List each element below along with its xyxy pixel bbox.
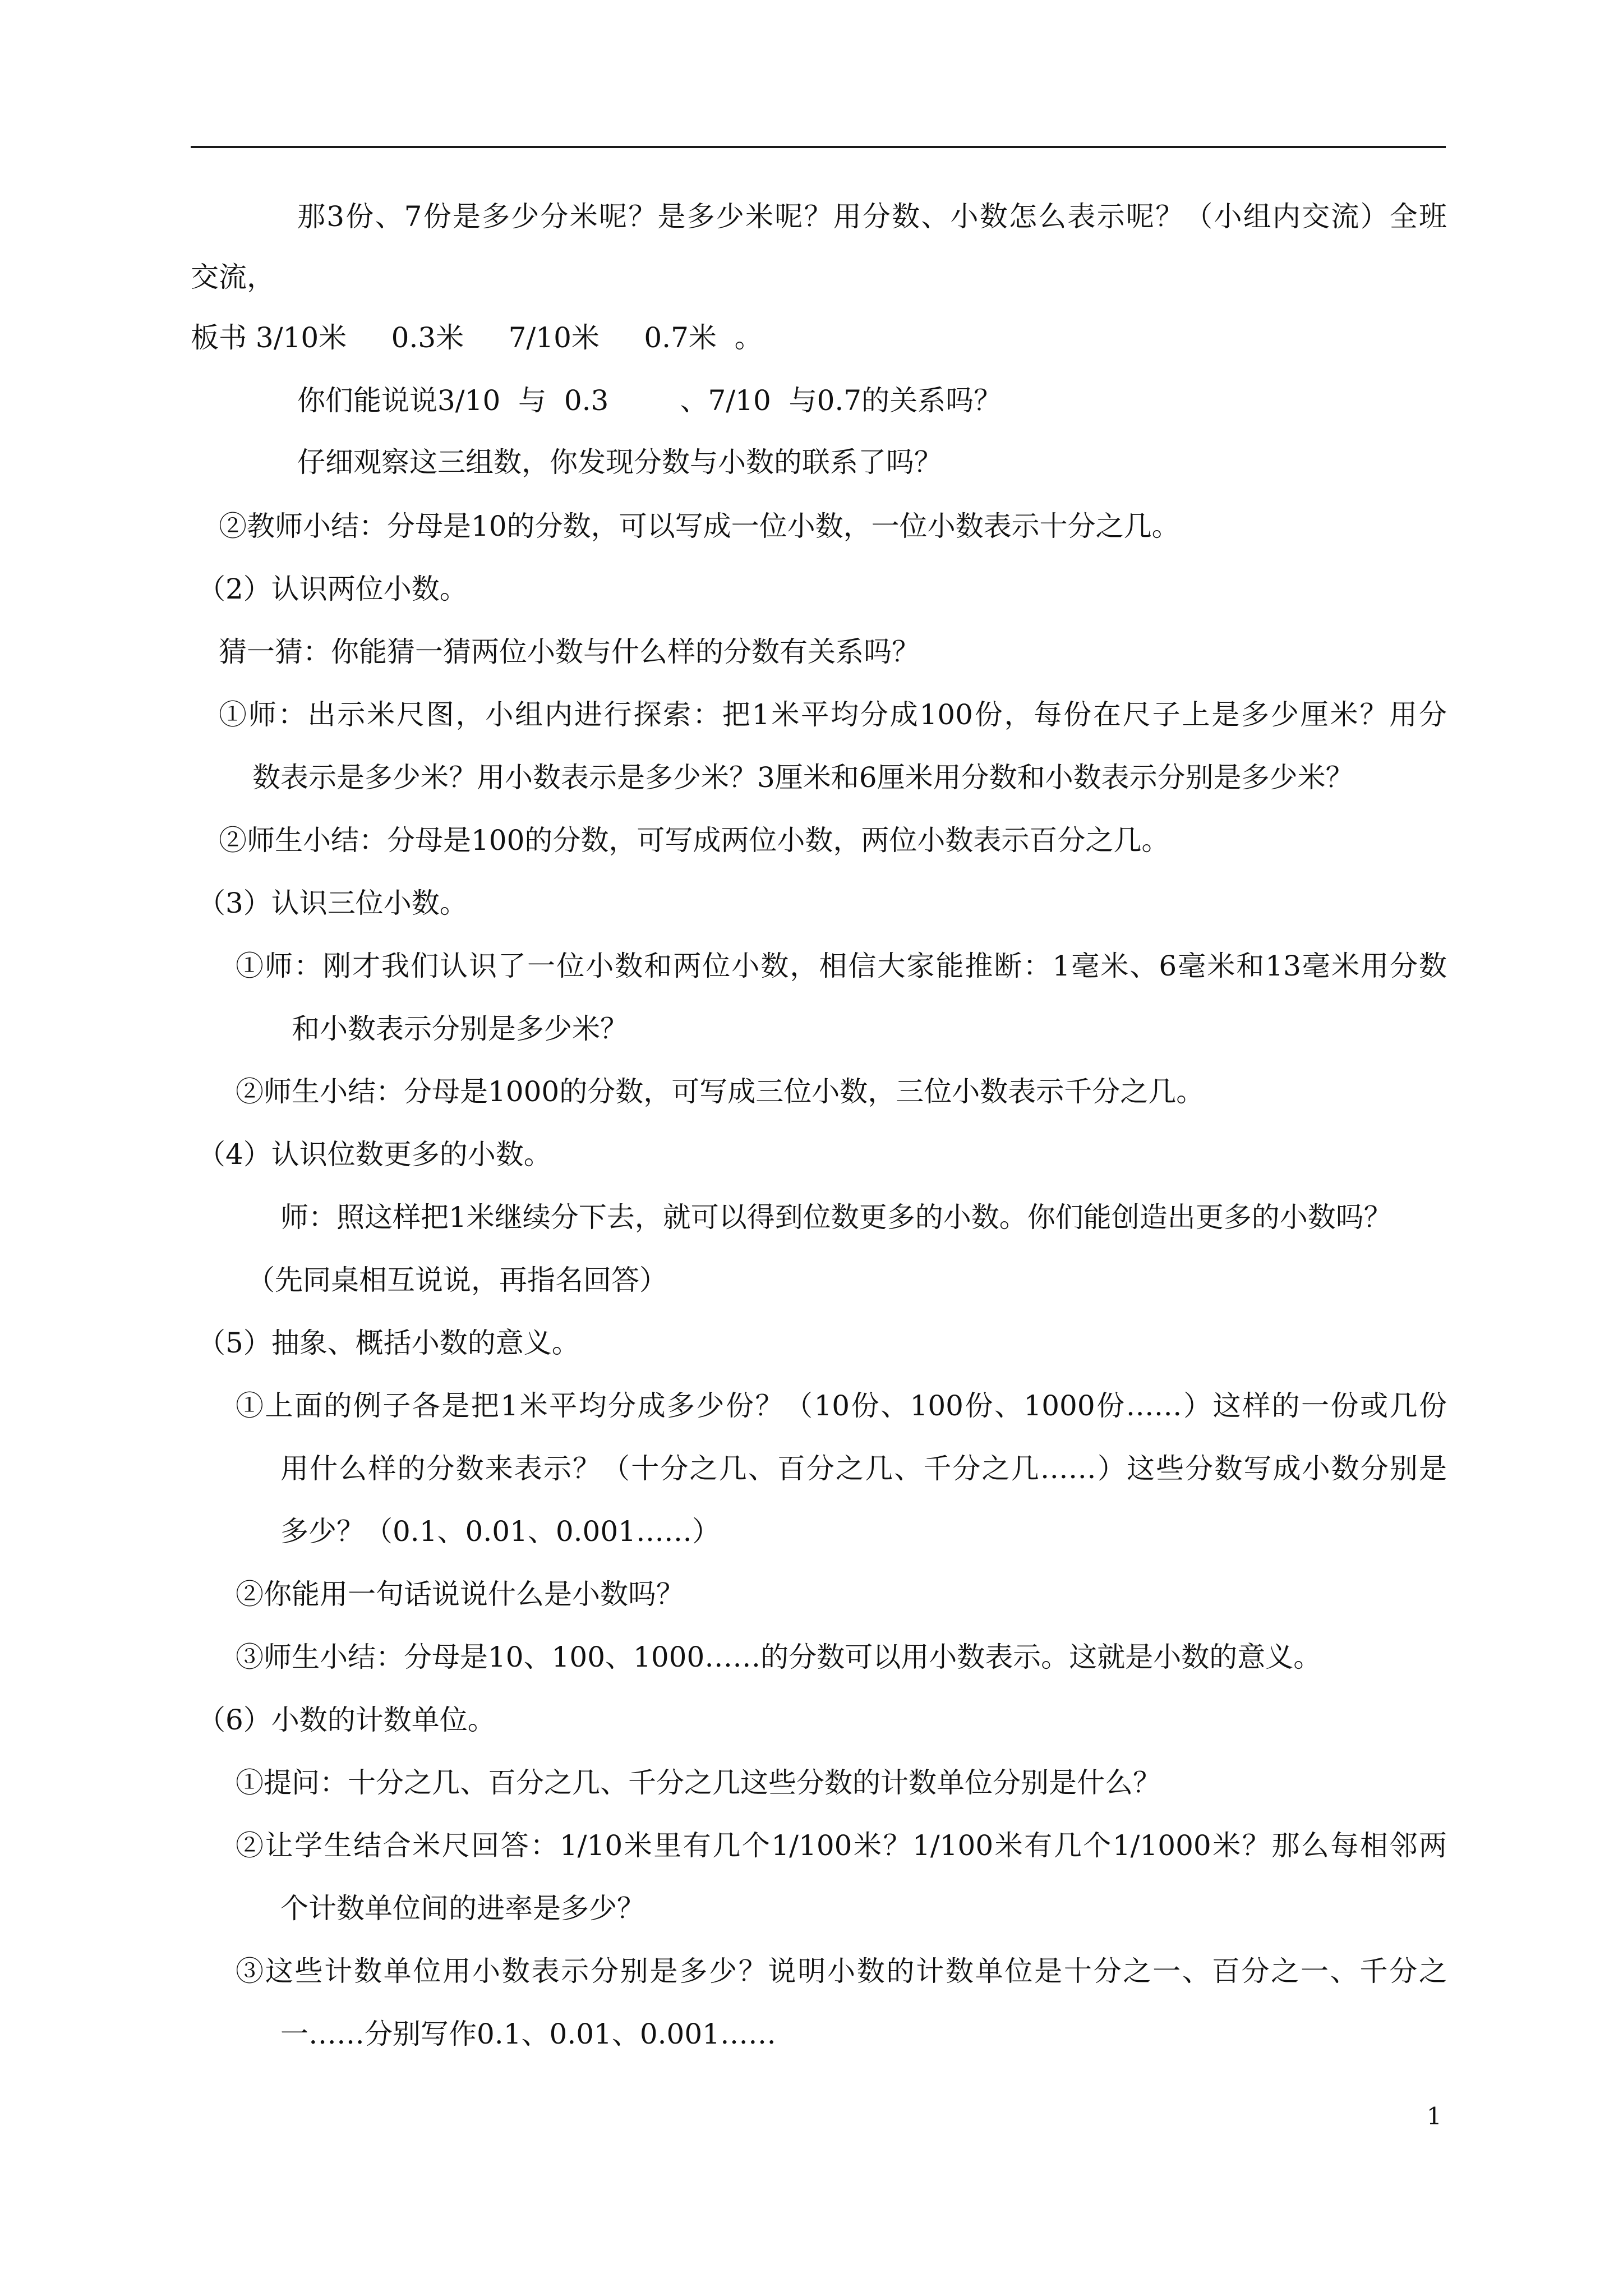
text-line: 板书 3/10米 0.3米 7/10米 0.7米 。 (191, 321, 763, 354)
text-line: ②让学生结合米尺回答：1/10米里有几个1/100米？1/100米有几个1/1000米？那么每相邻两 (236, 1829, 1447, 1862)
section-heading: （6）小数的计数单位。 (197, 1704, 496, 1736)
text-line: 数表示是多少米？用小数表示是多少米？3厘米和6厘米用分数和小数表示分别是多少米？ (252, 761, 1354, 794)
text-line: 你们能说说3/10 与 0.3 、7/10 与0.7的关系吗？ (297, 384, 1002, 417)
text-line: 交流， (191, 261, 275, 293)
text-line: 师：照这样把1米继续分下去，就可以得到位数更多的小数。你们能创造出更多的小数吗？ (280, 1201, 1392, 1234)
page-number: 1 (1427, 2102, 1442, 2130)
section-heading: （2）认识两位小数。 (197, 573, 468, 605)
text-line: ②教师小结：分母是10的分数，可以写成一位小数，一位小数表示十分之几。 (219, 510, 1180, 542)
text-line: ①师：刚才我们认识了一位小数和两位小数，相信大家能推断：1毫米、6毫米和13毫米用分数 (236, 950, 1447, 982)
text-line: 用什么样的分数来表示？（十分之几、百分之几、千分之几……）这些分数写成小数分别是 (280, 1452, 1447, 1485)
section-heading: （4）认识位数更多的小数。 (197, 1138, 552, 1171)
text-line: ①师：出示米尺图，小组内进行探索：把1米平均分成100份，每份在尺子上是多少厘米？用分 (219, 698, 1447, 731)
text-line: ②师生小结：分母是100的分数，可写成两位小数，两位小数表示百分之几。 (219, 824, 1170, 857)
text-line: 多少？（0.1、0.01、0.001……） (280, 1515, 720, 1548)
text-line: 猜一猜：你能猜一猜两位小数与什么样的分数有关系吗？ (219, 636, 920, 668)
text-line: ②师生小结：分母是1000的分数，可写成三位小数，三位小数表示千分之几。 (236, 1075, 1205, 1108)
text-line: ③师生小结：分母是10、100、1000……的分数可以用小数表示。这就是小数的意义。 (236, 1641, 1322, 1673)
text-line: ③这些计数单位用小数表示分别是多少？说明小数的计数单位是十分之一、百分之一、千分之 (236, 1955, 1447, 1987)
text-line: ①上面的例子各是把1米平均分成多少份？（10份、100份、1000份……）这样的一份或几份 (236, 1389, 1447, 1422)
text-line: 那3份、7份是多少分米呢？是多少米呢？用分数、小数怎么表示呢？（小组内交流）全班 (297, 200, 1447, 233)
text-line: 个计数单位间的进率是多少？ (280, 1892, 645, 1925)
text-line: 和小数表示分别是多少米？ (292, 1013, 628, 1045)
text-line: ①提问：十分之几、百分之几、千分之几这些分数的计数单位分别是什么？ (236, 1766, 1161, 1799)
text-line: （先同桌相互说说，再指名回答） (247, 1264, 667, 1296)
header-rule (191, 146, 1446, 148)
section-heading: （3）认识三位小数。 (197, 887, 468, 919)
text-line: 一……分别写作0.1、0.01、0.001…… (280, 2018, 776, 2050)
section-heading: （5）抽象、概括小数的意义。 (197, 1327, 580, 1359)
text-line: 仔细观察这三组数，你发现分数与小数的联系了吗？ (297, 446, 942, 478)
text-line: ②你能用一句话说说什么是小数吗？ (236, 1578, 684, 1611)
